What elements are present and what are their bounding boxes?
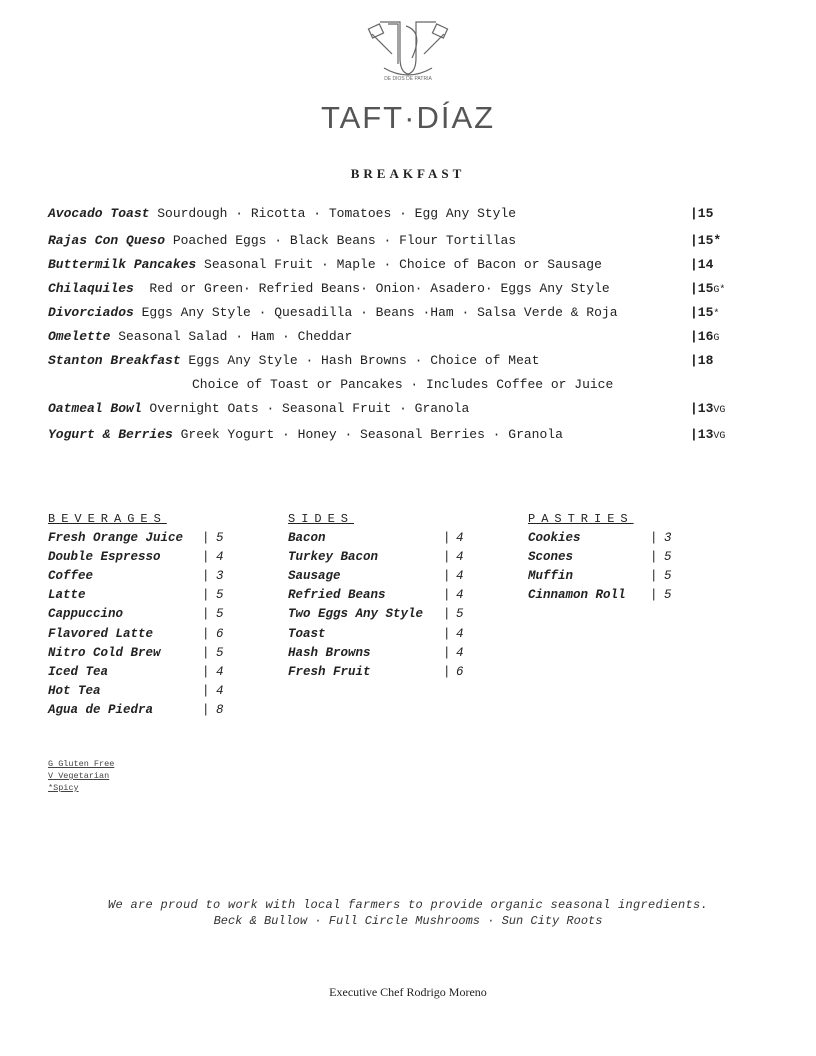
price-divider: | bbox=[202, 683, 210, 698]
menu-item-price-group bbox=[690, 305, 719, 320]
menu-item-price-group bbox=[690, 206, 713, 221]
menu-item-name: Oatmeal Bowl bbox=[48, 401, 142, 416]
menu-item bbox=[48, 233, 748, 248]
pastries-item-price: 5 bbox=[664, 550, 672, 565]
price-divider: | bbox=[650, 569, 658, 584]
menu-item-price-group bbox=[690, 233, 721, 248]
sides-item-price: 4 bbox=[456, 588, 464, 603]
sides-item-price: 4 bbox=[456, 626, 464, 641]
menu-item-description: Eggs Any Style · Quesadilla · Beans ·Ham · Salsa Verde & Roja bbox=[133, 305, 618, 320]
menu-item bbox=[48, 329, 748, 344]
beverages-item-name: Fresh Orange Juice bbox=[48, 531, 184, 545]
menu-item bbox=[48, 281, 748, 296]
pastries-item-name: Cinnamon Roll bbox=[528, 588, 626, 603]
sides-item bbox=[288, 626, 464, 641]
menu-item-dietary-note: VG bbox=[713, 405, 726, 416]
price-divider: | bbox=[443, 588, 451, 603]
menu-item-description: Sourdough · Ricotta · Tomatoes · Egg Any Style bbox=[149, 206, 517, 221]
pastries-item-price: 5 bbox=[664, 588, 672, 603]
menu-item bbox=[48, 305, 748, 320]
beverages-item-name: Flavored Latte bbox=[48, 626, 154, 641]
price-divider: | bbox=[202, 645, 210, 660]
beverages-item-name: Coffee bbox=[48, 569, 94, 584]
menu-item-price-group bbox=[690, 401, 725, 416]
beverages-item-price: 5 bbox=[216, 645, 224, 660]
pastries-item-name: Scones bbox=[528, 550, 574, 565]
sides-title: SIDES bbox=[288, 512, 355, 526]
menu-item-name: Omelette bbox=[48, 329, 111, 344]
menu-item-description: Choice of Toast or Pancakes · Includes Coffee or Juice bbox=[192, 377, 614, 392]
beverages-item bbox=[48, 683, 224, 698]
beverages-item bbox=[48, 550, 224, 565]
menu-item-price: |15 bbox=[690, 281, 714, 296]
beverages-item-name: Double Espresso bbox=[48, 550, 161, 565]
sides-item bbox=[288, 569, 464, 584]
sides-item-price: 6 bbox=[456, 664, 464, 679]
menu-item bbox=[48, 257, 748, 272]
price-divider: | bbox=[443, 607, 451, 622]
menu-item-name: Yogurt & Berries bbox=[48, 427, 173, 442]
sides-item bbox=[288, 531, 464, 545]
beverages-item-price: 4 bbox=[216, 683, 224, 698]
sides-item bbox=[288, 588, 464, 603]
menu-item-description: Greek Yogurt · Honey · Seasonal Berries · Granola bbox=[172, 427, 563, 442]
pastries-item-name: Cookies bbox=[528, 531, 581, 545]
beverages-item-name: Hot Tea bbox=[48, 683, 101, 698]
executive-chef: Executive Chef Rodrigo Moreno bbox=[329, 985, 487, 999]
menu-item-price-group bbox=[690, 329, 719, 344]
price-divider: | bbox=[443, 626, 451, 641]
sides-item-price: 4 bbox=[456, 550, 464, 565]
sides-item bbox=[288, 550, 464, 565]
beverages-item-name: Iced Tea bbox=[48, 664, 109, 679]
pastries-title: PASTRIES bbox=[528, 512, 634, 526]
menu-item-price: |15 bbox=[690, 305, 714, 320]
section-title: BREAKFAST bbox=[350, 166, 466, 181]
sides-item-price: 5 bbox=[456, 607, 464, 622]
beverages-item bbox=[48, 607, 224, 622]
menu-item-description: Seasonal Fruit · Maple · Choice of Bacon or Sausage bbox=[196, 257, 602, 272]
brand-name: TAFT·DÍAZ bbox=[320, 100, 496, 135]
price-divider: | bbox=[202, 702, 210, 717]
menu-item-price: |18 bbox=[690, 353, 714, 368]
price-divider: | bbox=[202, 664, 210, 679]
sides-item-price: 4 bbox=[456, 531, 464, 545]
sides-item-name: Two Eggs Any Style bbox=[288, 607, 424, 622]
beverages-item bbox=[48, 569, 224, 584]
beverages-item-name: Latte bbox=[48, 588, 86, 603]
price-divider: | bbox=[650, 550, 658, 565]
menu-item-price: |14 bbox=[690, 257, 714, 272]
menu-item-price: |13 bbox=[690, 401, 714, 416]
menu-item-dietary-note: VG bbox=[713, 431, 726, 442]
sides-item-price: 4 bbox=[456, 645, 464, 660]
beverages-item-name: Agua de Piedra bbox=[48, 702, 154, 717]
legend-vegetarian: V Vegetarian bbox=[48, 771, 110, 781]
price-divider: | bbox=[650, 588, 658, 603]
beverages-item bbox=[48, 531, 224, 545]
price-divider: | bbox=[202, 531, 210, 545]
beverages-item bbox=[48, 664, 224, 679]
pastries-item-name: Muffin bbox=[528, 569, 574, 584]
price-divider: | bbox=[202, 607, 210, 622]
footer-farmers-note: We are proud to work with local farmers to provide organic seasonal ingredients. bbox=[107, 898, 709, 912]
sides-item-price: 4 bbox=[456, 569, 464, 584]
beverages-item-price: 5 bbox=[216, 607, 224, 622]
beverages-item-price: 6 bbox=[216, 626, 224, 641]
price-divider: | bbox=[650, 531, 658, 545]
menu-item-price-group bbox=[690, 257, 713, 272]
menu-item bbox=[192, 377, 816, 392]
menu-item-price: |15 bbox=[690, 206, 714, 221]
beverages-item bbox=[48, 645, 224, 660]
beverages-item-price: 5 bbox=[216, 531, 224, 545]
sides-item-name: Toast bbox=[288, 626, 326, 641]
price-divider: | bbox=[443, 645, 451, 660]
pastries-item bbox=[528, 531, 672, 545]
sides-item bbox=[288, 607, 464, 622]
beverages-item-price: 5 bbox=[216, 588, 224, 603]
pastries-item bbox=[528, 588, 672, 603]
price-divider: | bbox=[443, 664, 451, 679]
menu-item-price: |16 bbox=[690, 329, 714, 344]
menu-item-description: Overnight Oats · Seasonal Fruit · Granola bbox=[141, 401, 470, 416]
price-divider: | bbox=[202, 588, 210, 603]
menu-item-dietary-note: G* bbox=[713, 285, 726, 296]
menu-item bbox=[48, 401, 748, 416]
pastries-item bbox=[528, 550, 672, 565]
beverages-title: BEVERAGES bbox=[48, 512, 167, 526]
beverages-item bbox=[48, 588, 224, 603]
legend-gluten-free: G Gluten Free bbox=[48, 759, 115, 769]
menu-item-description: Seasonal Salad · Ham · Cheddar bbox=[110, 329, 353, 344]
beverages-item-price: 3 bbox=[216, 569, 224, 584]
sides-item-name: Fresh Fruit bbox=[288, 664, 371, 679]
price-divider: | bbox=[443, 531, 451, 545]
beverages-item-price: 4 bbox=[216, 664, 224, 679]
menu-item-name: Chilaquiles bbox=[48, 281, 134, 296]
menu-item-price: |13 bbox=[690, 427, 714, 442]
sides-item bbox=[288, 645, 464, 660]
beverages-item bbox=[48, 626, 224, 641]
beverages-item-name: Nitro Cold Brew bbox=[48, 645, 161, 660]
sides-item-name: Sausage bbox=[288, 569, 341, 584]
beverages-item bbox=[48, 702, 224, 717]
price-divider: | bbox=[202, 550, 210, 565]
sides-item-name: Refried Beans bbox=[288, 588, 386, 603]
menu-item bbox=[48, 353, 748, 368]
menu-item-description: Red or Green· Refried Beans· Onion· Asadero· Eggs Any Style bbox=[133, 281, 610, 296]
menu-item-name: Avocado Toast bbox=[48, 206, 150, 221]
sides-item-name: Turkey Bacon bbox=[288, 550, 379, 565]
menu-item-dietary-note: G bbox=[713, 333, 720, 344]
price-divider: | bbox=[443, 550, 451, 565]
beverages-item-price: 4 bbox=[216, 550, 224, 565]
legend-spicy: *Spicy bbox=[48, 783, 79, 793]
menu-item-dietary-note: * bbox=[713, 309, 720, 320]
beverages-item-price: 8 bbox=[216, 702, 224, 717]
pastries-item-price: 5 bbox=[664, 569, 672, 584]
crest-logo bbox=[366, 14, 450, 86]
menu-item-price-group bbox=[690, 353, 713, 368]
menu-item bbox=[48, 206, 748, 221]
sides-item bbox=[288, 664, 464, 679]
price-divider: | bbox=[202, 626, 210, 641]
beverages-item-name: Cappuccino bbox=[48, 607, 124, 622]
menu-item-name: Stanton Breakfast bbox=[48, 353, 181, 368]
sides-item-name: Hash Browns bbox=[288, 645, 371, 660]
price-divider: | bbox=[202, 569, 210, 584]
menu-item-price: |15* bbox=[690, 233, 722, 248]
pastries-item-price: 3 bbox=[664, 531, 672, 545]
sides-item-name: Bacon bbox=[288, 531, 326, 545]
menu-item-description: Poached Eggs · Black Beans · Flour Tortillas bbox=[165, 233, 517, 248]
menu-item-price-group bbox=[690, 427, 725, 442]
price-divider: | bbox=[443, 569, 451, 584]
footer-partners: Beck & Bullow · Full Circle Mushrooms · Sun City Roots bbox=[213, 914, 603, 928]
menu-item bbox=[48, 427, 748, 442]
menu-item-name: Rajas Con Queso bbox=[48, 233, 166, 248]
menu-item-description: Eggs Any Style · Hash Browns · Choice of Meat bbox=[180, 353, 540, 368]
menu-item-price-group bbox=[690, 281, 725, 296]
crest-motto: DE DIOS DE PATRIA bbox=[384, 76, 432, 82]
menu-item-name: Divorciados bbox=[48, 305, 134, 320]
pastries-item bbox=[528, 569, 672, 584]
menu-item-name: Buttermilk Pancakes bbox=[48, 257, 197, 272]
